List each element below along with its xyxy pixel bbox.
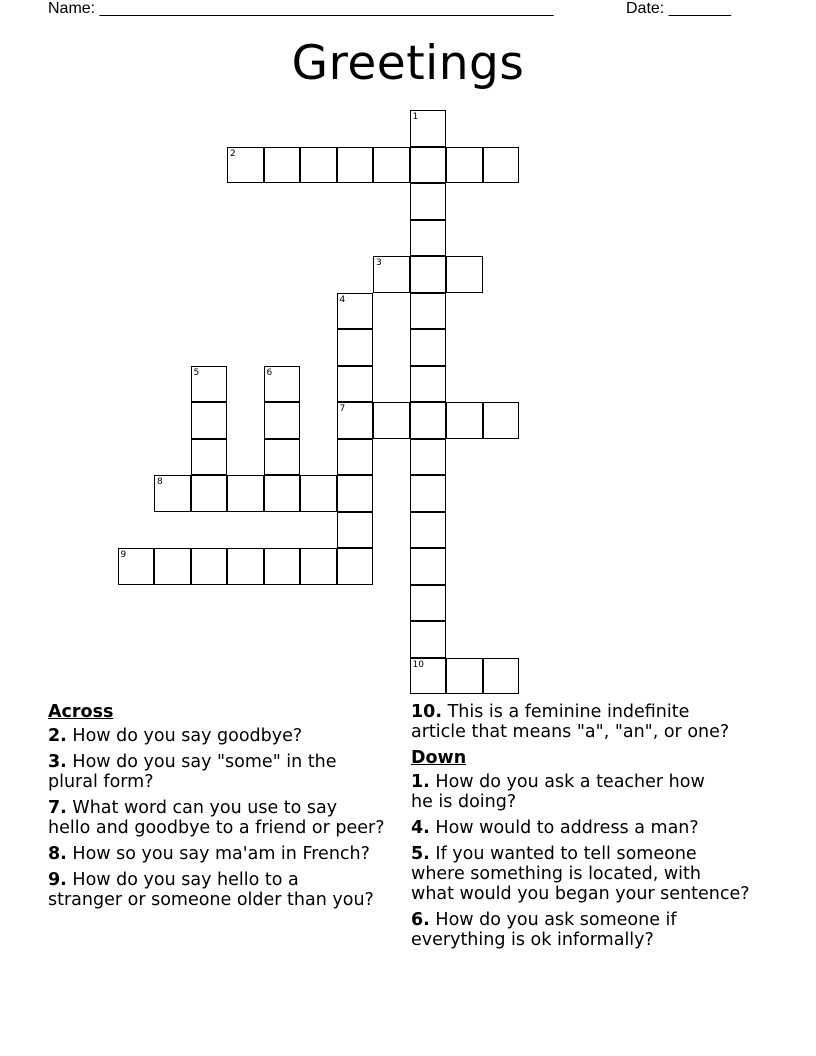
clue-item-number: 3.	[48, 752, 67, 772]
across-clue-list-continued	[411, 702, 781, 742]
clues-right-column	[411, 702, 781, 956]
clue-item-number: 5.	[411, 844, 430, 864]
crossword-cell[interactable]	[410, 366, 447, 403]
crossword-cell[interactable]	[118, 548, 155, 585]
crossword-cell[interactable]	[191, 439, 228, 476]
clue-number: 8	[157, 477, 163, 487]
clue-item-number: 8.	[48, 844, 67, 864]
crossword-cell[interactable]	[410, 183, 447, 220]
crossword-cell[interactable]	[373, 402, 410, 439]
across-clue-list	[48, 726, 410, 910]
date-field-label[interactable]: Date: _______	[626, 0, 731, 17]
crossword-cell[interactable]	[373, 256, 410, 293]
clue-number: 2	[230, 148, 236, 159]
crossword-cell[interactable]	[264, 475, 301, 512]
clue-item-text: What word can you use to say hello and goodbye to a friend or peer?	[48, 798, 385, 838]
clue-number: 10	[412, 659, 424, 670]
clue-item-text: How do you say hello to a stranger or someone older than you?	[48, 870, 374, 910]
clue-item-number: 4.	[411, 818, 430, 838]
clue-number: 1	[412, 112, 419, 122]
crossword-cell[interactable]	[264, 548, 301, 585]
crossword-cell[interactable]	[264, 439, 301, 476]
clue-item-text: How so you say ma'am in French?	[72, 844, 370, 864]
clue-item	[48, 726, 410, 746]
crossword-cell[interactable]	[410, 293, 447, 330]
crossword-cell[interactable]	[410, 548, 447, 585]
crossword-cell[interactable]	[483, 658, 520, 695]
crossword-cell[interactable]	[264, 402, 301, 439]
down-heading: Down	[411, 748, 467, 768]
clue-item-text: How do you say goodbye?	[72, 726, 303, 746]
crossword-cell[interactable]	[337, 402, 374, 439]
clue-item	[48, 752, 410, 792]
clue-item-text: How do you ask a teacher how he is doing?	[411, 772, 705, 812]
crossword-cell[interactable]	[483, 402, 520, 439]
crossword-cell[interactable]	[227, 475, 264, 512]
crossword-cell[interactable]	[264, 366, 301, 403]
clue-item	[411, 818, 781, 838]
crossword-cell[interactable]	[337, 475, 374, 512]
clue-item-number: 6.	[411, 910, 430, 930]
clues-left-column	[48, 702, 410, 916]
crossword-cell[interactable]	[300, 147, 337, 184]
clue-item	[411, 844, 781, 904]
crossword-cell[interactable]	[337, 439, 374, 476]
crossword-cell[interactable]	[300, 548, 337, 585]
crossword-cell[interactable]	[300, 475, 337, 512]
clue-item-text: How do you ask someone if everything is ok informally?	[411, 910, 677, 950]
across-heading: Across	[48, 702, 114, 722]
clue-number: 4	[339, 294, 346, 305]
clue-item-number: 2.	[48, 726, 67, 746]
clue-item-number: 10.	[411, 702, 443, 722]
crossword-cell[interactable]	[337, 293, 374, 330]
clue-item-text: How do you say "some" in the plural form?	[48, 752, 337, 792]
crossword-cell[interactable]	[191, 475, 228, 512]
crossword-cell[interactable]	[373, 147, 410, 184]
crossword-cell[interactable]	[154, 548, 191, 585]
crossword-cell[interactable]	[410, 512, 447, 549]
clue-item	[411, 910, 781, 950]
name-field-label[interactable]: Name: ___________________________________________________	[48, 0, 554, 17]
down-clue-list	[411, 772, 781, 950]
crossword-cell[interactable]	[410, 329, 447, 366]
clue-item	[411, 702, 781, 742]
crossword-cell[interactable]	[264, 147, 301, 184]
crossword-cell[interactable]	[410, 658, 447, 695]
crossword-cell[interactable]	[446, 147, 483, 184]
clue-item	[48, 798, 410, 838]
clue-number: 9	[120, 550, 127, 560]
crossword-cell[interactable]	[191, 548, 228, 585]
clue-item-number: 9.	[48, 870, 67, 890]
crossword-cell[interactable]	[410, 256, 447, 293]
clue-number: 7	[339, 404, 346, 414]
clue-item-number: 1.	[411, 772, 430, 792]
crossword-cell[interactable]	[410, 585, 447, 622]
clue-item	[48, 844, 410, 864]
clue-item-text: This is a feminine indefinite article that means "a", "an", or one?	[411, 702, 730, 742]
crossword-cell[interactable]	[410, 402, 447, 439]
crossword-cell[interactable]	[337, 366, 374, 403]
crossword-cell[interactable]	[154, 475, 191, 512]
crossword-cell[interactable]	[410, 439, 447, 476]
page-title: Greetings	[291, 36, 525, 91]
crossword-cell[interactable]	[483, 147, 520, 184]
crossword-cell[interactable]	[410, 147, 447, 184]
crossword-cell[interactable]	[410, 475, 447, 512]
crossword-cell[interactable]	[337, 147, 374, 184]
clue-item-text: If you wanted to tell someone where something is located, with what would you began your sentence?	[411, 844, 750, 904]
crossword-cell[interactable]	[227, 147, 264, 184]
crossword-cell[interactable]	[227, 548, 264, 585]
clue-item-number: 7.	[48, 798, 67, 818]
crossword-cell[interactable]	[337, 512, 374, 549]
crossword-cell[interactable]	[446, 256, 483, 293]
clue-number: 5	[193, 367, 200, 378]
crossword-cell[interactable]	[337, 548, 374, 585]
crossword-cell[interactable]	[410, 110, 447, 147]
crossword-cell[interactable]	[410, 621, 447, 658]
crossword-cell[interactable]	[191, 402, 228, 439]
clue-item	[48, 870, 410, 910]
clue-number: 3	[376, 258, 382, 268]
crossword-cell[interactable]	[446, 658, 483, 695]
crossword-cell[interactable]	[446, 402, 483, 439]
crossword-cell[interactable]	[337, 329, 374, 366]
crossword-cell[interactable]	[410, 220, 447, 257]
crossword-cell[interactable]	[191, 366, 228, 403]
clue-number: 6	[266, 367, 273, 378]
clue-item-text: How would to address a man?	[435, 818, 699, 838]
clue-item	[411, 772, 781, 812]
